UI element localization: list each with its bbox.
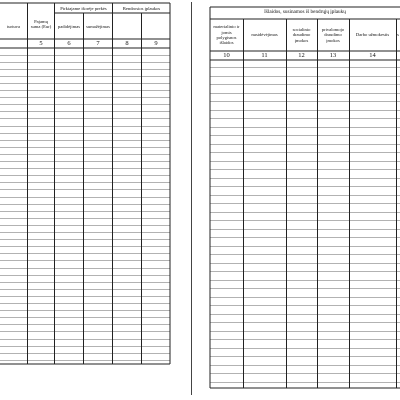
income-amount-header: Pajamų suma (Eur) (30, 18, 52, 29)
mandatory-insurance-header: privalomojo draudimo įmokos (321, 26, 345, 43)
column-number-9: 9 (154, 40, 158, 48)
salary-header: Darbo užmokestis (355, 32, 390, 38)
column-number-11: 11 (261, 51, 268, 59)
column-number-7: 7 (96, 40, 100, 48)
column-number-10: 10 (223, 51, 230, 59)
left-ledger-grid (0, 0, 180, 366)
column-number-14: 14 (369, 51, 376, 59)
page-divider (191, 2, 192, 395)
left-ledger-page (0, 0, 180, 366)
depreciation-header: nusidėvėjimas (251, 32, 278, 38)
left-partial-header: turtuva (6, 24, 20, 30)
received-income-group-header: Bendrosios įplaukos (122, 5, 161, 11)
expenses-group-header: Išlaidos, susinamos iš bendrųjų įplaukų (264, 9, 346, 16)
column-number-6: 6 (67, 40, 71, 48)
increase-header: padidėjimas (57, 24, 81, 30)
decrease-header: sumažėjimas (86, 24, 110, 30)
column-number-8: 8 (125, 40, 129, 48)
column-number-12: 12 (298, 51, 305, 59)
column-number-13: 13 (329, 51, 337, 59)
purchased-goods-group-header: Pirktajame išorėje prekės (60, 5, 107, 11)
right-partial-header: s (397, 32, 399, 38)
social-insurance-header: socialinio draudimo įmokos (292, 26, 311, 43)
materials-expenses-header: materialinio ir jomis polygisnos išlaidos (213, 24, 240, 46)
right-ledger-page (208, 0, 400, 392)
column-number-5: 5 (39, 40, 43, 48)
